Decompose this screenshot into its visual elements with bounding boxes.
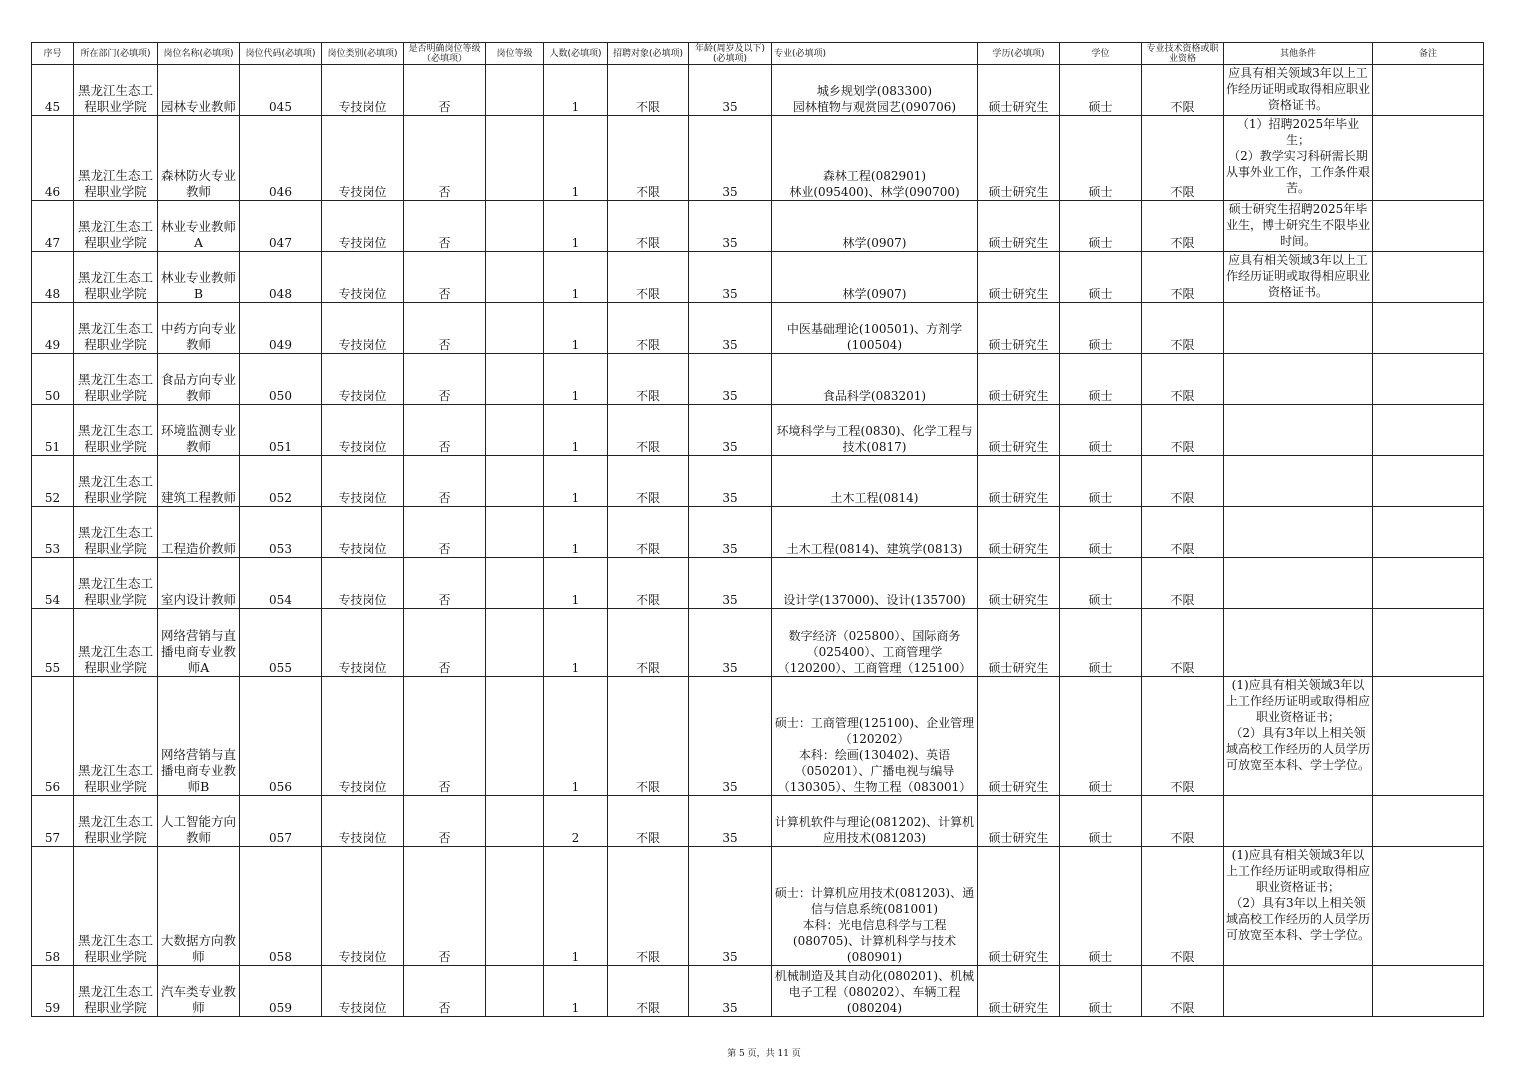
cell-degree: 硕士 [1060, 609, 1142, 677]
cell-code: 058 [240, 847, 322, 966]
table-body [32, 65, 1484, 1017]
cell-type: 专技岗位 [322, 116, 404, 201]
cell-seq: 59 [32, 966, 74, 1017]
cell-other: (1)应具有相关领域3年以上工作经历证明或取得相应职业资格证书； （2）具有3年以上相关领域高校工作经历的人员学历可放宽至本科、学士学位。 [1224, 677, 1373, 796]
cell-type: 专技岗位 [322, 405, 404, 456]
cell-other: (1)应具有相关领域3年以上工作经历证明或取得相应职业资格证书； （2）具有3年以上相关领域高校工作经历的人员学历可放宽至本科、学士学位。 [1224, 847, 1373, 966]
cell-qual: 不限 [1142, 405, 1224, 456]
cell-clear: 否 [404, 609, 486, 677]
cell-dept: 黑龙江生态工程职业学院 [74, 847, 158, 966]
cell-other: 应具有相关领域3年以上工作经历证明或取得相应职业资格证书。 [1224, 65, 1373, 116]
cell-qual: 不限 [1142, 796, 1224, 847]
cell-count: 1 [544, 252, 608, 303]
cell-dept: 黑龙江生态工程职业学院 [74, 456, 158, 507]
cell-target: 不限 [608, 116, 689, 201]
cell-age: 35 [689, 796, 772, 847]
cell-level [486, 609, 544, 677]
cell-edu: 硕士研究生 [978, 966, 1060, 1017]
cell-seq: 50 [32, 354, 74, 405]
cell-seq: 53 [32, 507, 74, 558]
cell-remark [1373, 252, 1484, 303]
cell-edu: 硕士研究生 [978, 677, 1060, 796]
cell-major: 森林工程(082901) 林业(095400)、林学(090700) [772, 116, 978, 201]
cell-remark [1373, 677, 1484, 796]
cell-clear: 否 [404, 201, 486, 252]
cell-other [1224, 354, 1373, 405]
cell-level [486, 456, 544, 507]
cell-level [486, 677, 544, 796]
cell-target: 不限 [608, 507, 689, 558]
cell-clear: 否 [404, 252, 486, 303]
cell-count: 1 [544, 116, 608, 201]
cell-age: 35 [689, 677, 772, 796]
cell-major: 环境科学与工程(0830)、化学工程与技术(0817) [772, 405, 978, 456]
header-remark: 备注 [1373, 43, 1484, 65]
cell-edu: 硕士研究生 [978, 796, 1060, 847]
cell-level [486, 966, 544, 1017]
cell-degree: 硕士 [1060, 303, 1142, 354]
cell-pos: 森林防火专业教师 [158, 116, 240, 201]
header-pos-code: 岗位代码(必填项) [240, 43, 322, 65]
cell-degree: 硕士 [1060, 116, 1142, 201]
table-row [32, 405, 1484, 456]
cell-level [486, 558, 544, 609]
cell-target: 不限 [608, 201, 689, 252]
cell-dept: 黑龙江生态工程职业学院 [74, 405, 158, 456]
cell-type: 专技岗位 [322, 65, 404, 116]
cell-target: 不限 [608, 456, 689, 507]
table-row [32, 966, 1484, 1017]
cell-other [1224, 796, 1373, 847]
cell-clear: 否 [404, 558, 486, 609]
cell-major: 林学(0907) [772, 201, 978, 252]
cell-other [1224, 558, 1373, 609]
cell-qual: 不限 [1142, 116, 1224, 201]
cell-target: 不限 [608, 405, 689, 456]
header-degree: 学位 [1060, 43, 1142, 65]
cell-dept: 黑龙江生态工程职业学院 [74, 609, 158, 677]
cell-remark [1373, 796, 1484, 847]
header-dept: 所在部门(必填项) [74, 43, 158, 65]
cell-pos: 室内设计教师 [158, 558, 240, 609]
cell-count: 1 [544, 507, 608, 558]
cell-code: 050 [240, 354, 322, 405]
cell-target: 不限 [608, 558, 689, 609]
cell-pos: 汽车类专业教师 [158, 966, 240, 1017]
cell-other: （1）招聘2025年毕业生； （2）教学实习科研需长期从事外业工作，工作条件艰苦。 [1224, 116, 1373, 201]
cell-pos: 建筑工程教师 [158, 456, 240, 507]
cell-edu: 硕士研究生 [978, 116, 1060, 201]
cell-other: 应具有相关领域3年以上工作经历证明或取得相应职业资格证书。 [1224, 252, 1373, 303]
cell-remark [1373, 507, 1484, 558]
cell-remark [1373, 558, 1484, 609]
cell-clear: 否 [404, 796, 486, 847]
cell-edu: 硕士研究生 [978, 303, 1060, 354]
header-other: 其他条件 [1224, 43, 1373, 65]
cell-age: 35 [689, 116, 772, 201]
cell-type: 专技岗位 [322, 507, 404, 558]
header-pos-type: 岗位类别(必填项) [322, 43, 404, 65]
cell-qual: 不限 [1142, 65, 1224, 116]
cell-code: 054 [240, 558, 322, 609]
cell-dept: 黑龙江生态工程职业学院 [74, 201, 158, 252]
table-row [32, 558, 1484, 609]
cell-count: 1 [544, 303, 608, 354]
cell-type: 专技岗位 [322, 847, 404, 966]
cell-code: 047 [240, 201, 322, 252]
cell-qual: 不限 [1142, 966, 1224, 1017]
cell-age: 35 [689, 303, 772, 354]
cell-qual: 不限 [1142, 303, 1224, 354]
cell-major: 硕士：计算机应用技术(081203)、通信与信息系统(081001) 本科：光电信息科学与工程(080705)、计算机科学与技术(080901) [772, 847, 978, 966]
cell-seq: 51 [32, 405, 74, 456]
cell-qual: 不限 [1142, 558, 1224, 609]
cell-seq: 58 [32, 847, 74, 966]
cell-major: 土木工程(0814) [772, 456, 978, 507]
cell-edu: 硕士研究生 [978, 201, 1060, 252]
cell-qual: 不限 [1142, 354, 1224, 405]
table-row [32, 303, 1484, 354]
header-qual: 专业技术资格或职业资格 [1142, 43, 1224, 65]
cell-seq: 49 [32, 303, 74, 354]
cell-seq: 48 [32, 252, 74, 303]
cell-code: 048 [240, 252, 322, 303]
table-row [32, 65, 1484, 116]
cell-qual: 不限 [1142, 201, 1224, 252]
cell-type: 专技岗位 [322, 558, 404, 609]
cell-code: 049 [240, 303, 322, 354]
cell-pos: 食品方向专业教师 [158, 354, 240, 405]
cell-level [486, 507, 544, 558]
cell-pos: 园林专业教师 [158, 65, 240, 116]
cell-qual: 不限 [1142, 847, 1224, 966]
cell-count: 2 [544, 796, 608, 847]
cell-degree: 硕士 [1060, 507, 1142, 558]
cell-code: 053 [240, 507, 322, 558]
cell-edu: 硕士研究生 [978, 507, 1060, 558]
cell-seq: 55 [32, 609, 74, 677]
cell-target: 不限 [608, 65, 689, 116]
cell-remark [1373, 456, 1484, 507]
header-clear-level: 是否明确岗位等级（必填项） [404, 43, 486, 65]
cell-code: 056 [240, 677, 322, 796]
cell-type: 专技岗位 [322, 201, 404, 252]
cell-other [1224, 303, 1373, 354]
cell-count: 1 [544, 677, 608, 796]
table-row [32, 847, 1484, 966]
cell-degree: 硕士 [1060, 252, 1142, 303]
cell-code: 055 [240, 609, 322, 677]
cell-degree: 硕士 [1060, 65, 1142, 116]
cell-dept: 黑龙江生态工程职业学院 [74, 966, 158, 1017]
table-row [32, 116, 1484, 201]
cell-degree: 硕士 [1060, 847, 1142, 966]
cell-code: 057 [240, 796, 322, 847]
cell-seq: 57 [32, 796, 74, 847]
header-edu: 学历(必填项) [978, 43, 1060, 65]
cell-pos: 林业专业教师B [158, 252, 240, 303]
cell-major: 设计学(137000)、设计(135700) [772, 558, 978, 609]
cell-level [486, 116, 544, 201]
cell-level [486, 354, 544, 405]
cell-age: 35 [689, 252, 772, 303]
cell-major: 数字经济（025800）、国际商务（025400）、工商管理学（120200）、工商管理（125100） [772, 609, 978, 677]
cell-major: 林学(0907) [772, 252, 978, 303]
cell-clear: 否 [404, 405, 486, 456]
cell-degree: 硕士 [1060, 456, 1142, 507]
cell-target: 不限 [608, 609, 689, 677]
cell-other [1224, 507, 1373, 558]
table-row [32, 677, 1484, 796]
cell-clear: 否 [404, 303, 486, 354]
cell-pos: 大数据方向教师 [158, 847, 240, 966]
cell-type: 专技岗位 [322, 303, 404, 354]
cell-dept: 黑龙江生态工程职业学院 [74, 252, 158, 303]
cell-level [486, 65, 544, 116]
cell-qual: 不限 [1142, 609, 1224, 677]
cell-degree: 硕士 [1060, 354, 1142, 405]
cell-level [486, 252, 544, 303]
cell-count: 1 [544, 65, 608, 116]
cell-degree: 硕士 [1060, 677, 1142, 796]
cell-age: 35 [689, 405, 772, 456]
cell-age: 35 [689, 609, 772, 677]
cell-qual: 不限 [1142, 456, 1224, 507]
cell-remark [1373, 201, 1484, 252]
table-row [32, 507, 1484, 558]
cell-count: 1 [544, 609, 608, 677]
cell-degree: 硕士 [1060, 405, 1142, 456]
table-row [32, 609, 1484, 677]
cell-code: 059 [240, 966, 322, 1017]
cell-other [1224, 456, 1373, 507]
cell-age: 35 [689, 966, 772, 1017]
cell-edu: 硕士研究生 [978, 847, 1060, 966]
cell-remark [1373, 609, 1484, 677]
cell-dept: 黑龙江生态工程职业学院 [74, 677, 158, 796]
cell-major: 中医基础理论(100501)、方剂学(100504) [772, 303, 978, 354]
cell-age: 35 [689, 354, 772, 405]
cell-age: 35 [689, 456, 772, 507]
cell-edu: 硕士研究生 [978, 65, 1060, 116]
page-number: 第 5 页，共 11 页 [727, 1049, 801, 1059]
cell-age: 35 [689, 558, 772, 609]
table-row [32, 796, 1484, 847]
cell-dept: 黑龙江生态工程职业学院 [74, 796, 158, 847]
cell-level [486, 405, 544, 456]
cell-level [486, 201, 544, 252]
cell-count: 1 [544, 354, 608, 405]
cell-other [1224, 609, 1373, 677]
header-count: 人数(必填项) [544, 43, 608, 65]
cell-remark [1373, 966, 1484, 1017]
cell-pos: 工程造价教师 [158, 507, 240, 558]
cell-clear: 否 [404, 116, 486, 201]
table-row [32, 354, 1484, 405]
cell-edu: 硕士研究生 [978, 354, 1060, 405]
cell-target: 不限 [608, 303, 689, 354]
cell-edu: 硕士研究生 [978, 405, 1060, 456]
header-pos-name: 岗位名称(必填项) [158, 43, 240, 65]
cell-pos: 网络营销与直播电商专业教师B [158, 677, 240, 796]
cell-pos: 中药方向专业教师 [158, 303, 240, 354]
cell-count: 1 [544, 456, 608, 507]
cell-type: 专技岗位 [322, 354, 404, 405]
cell-age: 35 [689, 507, 772, 558]
table-row [32, 201, 1484, 252]
cell-type: 专技岗位 [322, 609, 404, 677]
cell-seq: 46 [32, 116, 74, 201]
cell-dept: 黑龙江生态工程职业学院 [74, 303, 158, 354]
cell-remark [1373, 303, 1484, 354]
cell-pos: 网络营销与直播电商专业教师A [158, 609, 240, 677]
cell-degree: 硕士 [1060, 796, 1142, 847]
cell-pos: 林业专业教师A [158, 201, 240, 252]
cell-qual: 不限 [1142, 507, 1224, 558]
recruitment-table [31, 42, 1484, 1017]
cell-edu: 硕士研究生 [978, 252, 1060, 303]
cell-qual: 不限 [1142, 252, 1224, 303]
cell-seq: 52 [32, 456, 74, 507]
cell-dept: 黑龙江生态工程职业学院 [74, 116, 158, 201]
cell-type: 专技岗位 [322, 966, 404, 1017]
cell-dept: 黑龙江生态工程职业学院 [74, 65, 158, 116]
cell-major: 机械制造及其自动化(080201)、机械电子工程（080202）、车辆工程(080204) [772, 966, 978, 1017]
cell-major: 硕士：工商管理(125100)、企业管理（120202） 本科：绘画(130402)、英语（050201）、广播电视与编导（130305）、生物工程（083001） [772, 677, 978, 796]
cell-target: 不限 [608, 847, 689, 966]
cell-seq: 56 [32, 677, 74, 796]
cell-age: 35 [689, 201, 772, 252]
cell-other: 硕士研究生招聘2025年毕业生，博士研究生不限毕业时间。 [1224, 201, 1373, 252]
table-row [32, 456, 1484, 507]
cell-remark [1373, 847, 1484, 966]
cell-target: 不限 [608, 677, 689, 796]
cell-edu: 硕士研究生 [978, 609, 1060, 677]
cell-seq: 45 [32, 65, 74, 116]
cell-clear: 否 [404, 65, 486, 116]
cell-degree: 硕士 [1060, 201, 1142, 252]
header-major: 专业(必填项) [772, 43, 978, 65]
header-target: 招聘对象(必填项) [608, 43, 689, 65]
cell-major: 计算机软件与理论(081202)、计算机应用技术(081203) [772, 796, 978, 847]
cell-count: 1 [544, 847, 608, 966]
cell-dept: 黑龙江生态工程职业学院 [74, 354, 158, 405]
cell-clear: 否 [404, 847, 486, 966]
cell-major: 食品科学(083201) [772, 354, 978, 405]
cell-seq: 54 [32, 558, 74, 609]
cell-count: 1 [544, 558, 608, 609]
cell-edu: 硕士研究生 [978, 456, 1060, 507]
cell-other [1224, 405, 1373, 456]
cell-target: 不限 [608, 252, 689, 303]
header-level: 岗位等级 [486, 43, 544, 65]
cell-degree: 硕士 [1060, 966, 1142, 1017]
cell-degree: 硕士 [1060, 558, 1142, 609]
cell-other [1224, 966, 1373, 1017]
cell-remark [1373, 405, 1484, 456]
cell-seq: 47 [32, 201, 74, 252]
cell-dept: 黑龙江生态工程职业学院 [74, 558, 158, 609]
cell-major: 城乡规划学(083300) 园林植物与观赏园艺(090706) [772, 65, 978, 116]
cell-major: 土木工程(0814)、建筑学(0813) [772, 507, 978, 558]
cell-count: 1 [544, 966, 608, 1017]
cell-pos: 环境监测专业教师 [158, 405, 240, 456]
cell-remark [1373, 65, 1484, 116]
table-header-row [32, 43, 1484, 65]
cell-code: 051 [240, 405, 322, 456]
cell-code: 052 [240, 456, 322, 507]
cell-type: 专技岗位 [322, 252, 404, 303]
cell-age: 35 [689, 65, 772, 116]
cell-age: 35 [689, 847, 772, 966]
cell-dept: 黑龙江生态工程职业学院 [74, 507, 158, 558]
cell-clear: 否 [404, 677, 486, 796]
cell-level [486, 847, 544, 966]
cell-target: 不限 [608, 966, 689, 1017]
cell-type: 专技岗位 [322, 677, 404, 796]
cell-type: 专技岗位 [322, 456, 404, 507]
header-age: 年龄(周岁及以下)(必填项) [689, 43, 772, 65]
cell-edu: 硕士研究生 [978, 558, 1060, 609]
cell-target: 不限 [608, 796, 689, 847]
cell-qual: 不限 [1142, 677, 1224, 796]
cell-clear: 否 [404, 456, 486, 507]
page-footer [0, 1046, 1528, 1059]
cell-code: 045 [240, 65, 322, 116]
cell-remark [1373, 116, 1484, 201]
cell-count: 1 [544, 405, 608, 456]
cell-remark [1373, 354, 1484, 405]
cell-type: 专技岗位 [322, 796, 404, 847]
cell-level [486, 796, 544, 847]
header-seq: 序号 [32, 43, 74, 65]
cell-pos: 人工智能方向教师 [158, 796, 240, 847]
cell-code: 046 [240, 116, 322, 201]
cell-clear: 否 [404, 354, 486, 405]
cell-count: 1 [544, 201, 608, 252]
cell-clear: 否 [404, 966, 486, 1017]
cell-target: 不限 [608, 354, 689, 405]
cell-level [486, 303, 544, 354]
cell-clear: 否 [404, 507, 486, 558]
table-row [32, 252, 1484, 303]
